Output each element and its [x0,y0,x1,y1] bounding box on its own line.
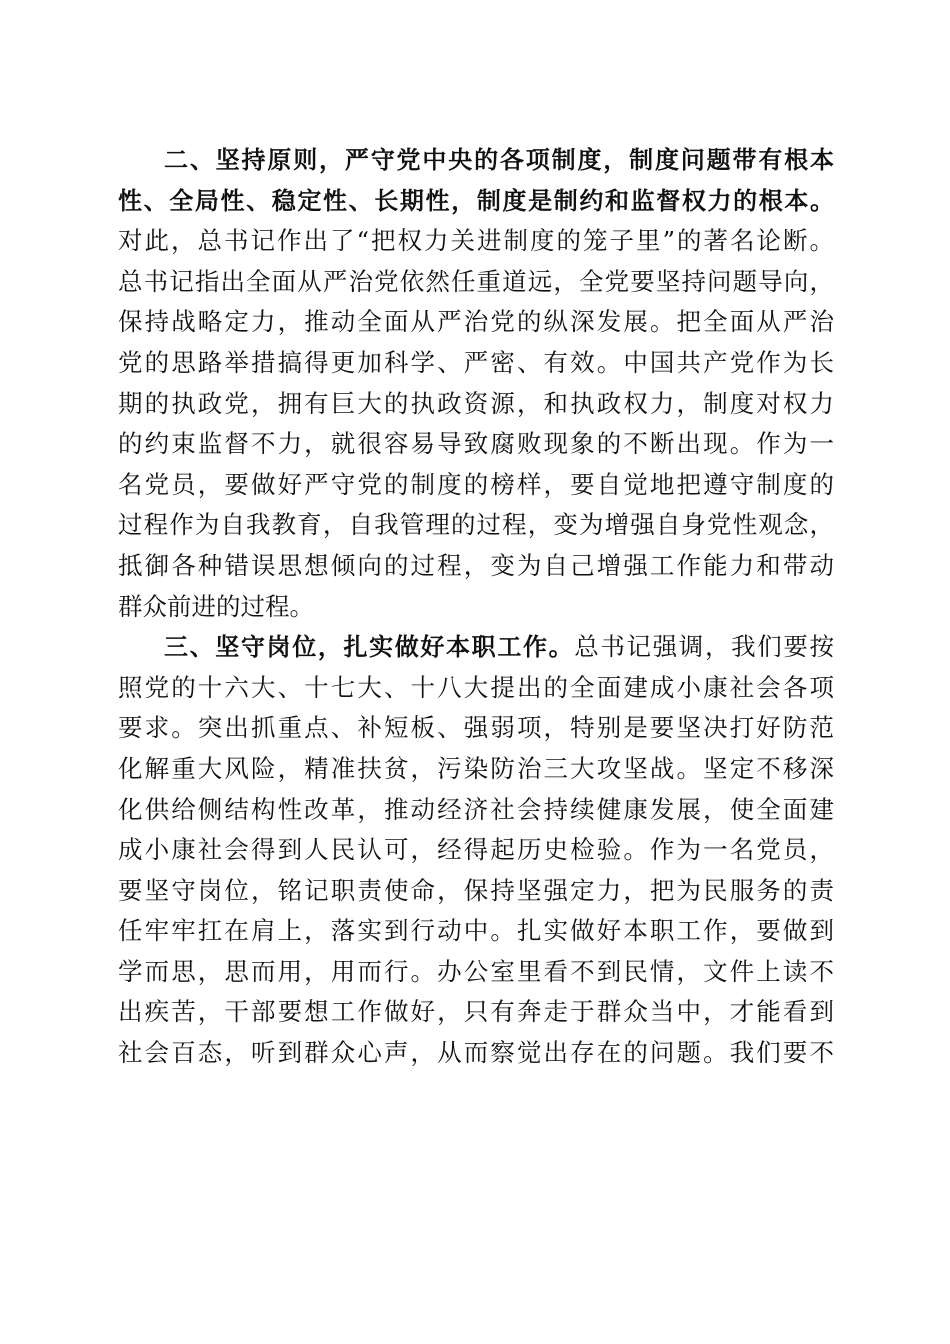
section-3-body-line: 化供给侧结构性改革，推动经济社会持续健康发展，使全面建 [118,794,834,824]
section-3-body-line: 学而思，思而用，用而行。办公室里看不到民情，文件上读不 [118,956,834,986]
section-3 [118,627,834,1074]
section-2-heading-line-1: 二、坚持原则，严守党中央的各项制度，制度问题带有根本 [164,146,834,174]
section-3-first-line [118,627,834,668]
section-2-body-line: 期的执政党，拥有巨大的执政资源，和执政权力，制度对权力 [118,388,834,418]
section-2-body-line: 过程作为自我教育，自我管理的过程，变为增强自身党性观念， [118,510,834,540]
section-2-body-line: 抵御各种错误思想倾向的过程，变为自己增强工作能力和带动 [118,550,834,580]
section-3-body-line: 照党的十六大、十七大、十八大提出的全面建成小康社会各项 [118,672,834,702]
section-2 [118,140,834,627]
document-body [118,140,834,1074]
section-3-body-line: 要求。突出抓重点、补短板、强弱项，特别是要坚决打好防范 [118,713,834,743]
section-2-body-line: 保持战略定力，推动全面从严治党的纵深发展。把全面从严治 [118,307,834,337]
section-2-body-line: 总书记指出全面从严治党依然任重道远，全党要坚持问题导向， [118,266,834,296]
section-3-first-line-text: 总书记强调，我们要按 [574,632,835,662]
section-3-body-line: 成小康社会得到人民认可，经得起历史检验。作为一名党员， [118,835,834,865]
section-3-heading: 三、坚守岗位，扎实做好本职工作。 [164,633,575,662]
section-3-body-line: 化解重大风险，精准扶贫，污染防治三大攻坚战。坚定不移深 [118,753,834,783]
section-2-heading-line-2: 性、全局性、稳定性、长期性，制度是制约和监督权力的根本。 [118,186,834,215]
section-3-body-line: 社会百态，听到群众心声，从而察觉出存在的问题。我们要不 [118,1038,834,1068]
section-2-body-line: 名党员，要做好严守党的制度的榜样，要自觉地把遵守制度的 [118,469,834,499]
section-2-body-line: 的约束监督不力，就很容易导致腐败现象的不断出现。作为一 [118,429,834,459]
section-3-body-line: 任牢牢扛在肩上，落实到行动中。扎实做好本职工作，要做到 [118,916,834,946]
section-3-body-line: 要坚守岗位，铭记职责使命，保持坚强定力，把为民服务的责 [118,875,834,905]
section-2-body-line: 党的思路举措搞得更加科学、严密、有效。中国共产党作为长 [118,347,834,377]
section-2-body-line: 群众前进的过程。 [118,591,314,621]
section-2-body-line: 对此，总书记作出了“把权力关进制度的笼子里”的著名论断。 [118,226,834,256]
section-3-body-line: 出疾苦，干部要想工作做好，只有奔走于群众当中，才能看到 [118,997,834,1027]
